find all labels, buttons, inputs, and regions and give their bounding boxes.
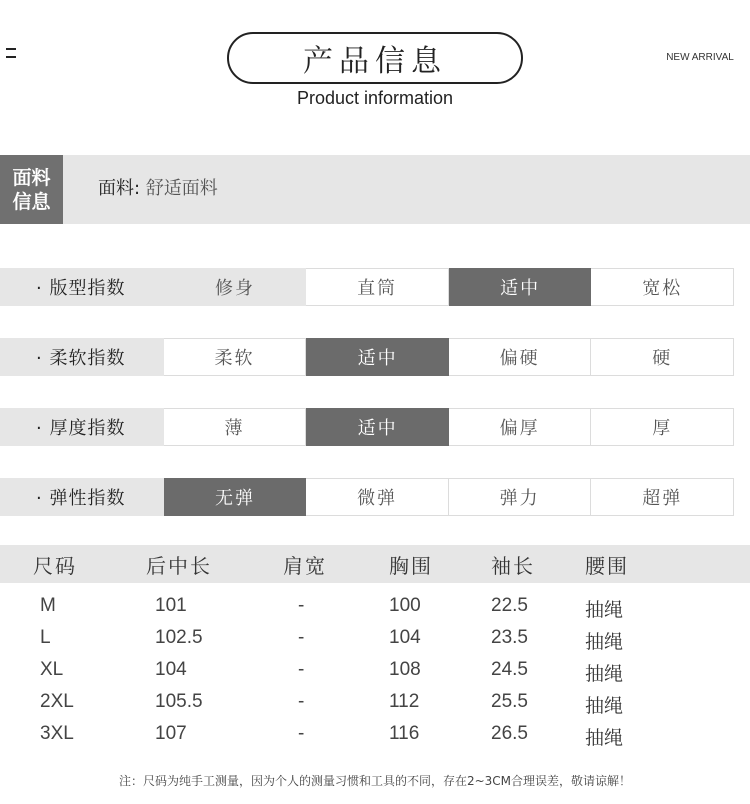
- size-table-cell: 116: [389, 723, 420, 744]
- index-option: 厚: [591, 408, 734, 446]
- index-row: [0, 478, 734, 516]
- size-table-cell: 2XL: [40, 691, 74, 712]
- size-table-cell: 112: [389, 691, 420, 712]
- index-option: 柔软: [164, 338, 307, 376]
- size-table-cell: 104: [155, 659, 187, 680]
- size-header-cell: 腰围: [585, 553, 629, 578]
- size-table-cell: 抽绳: [585, 599, 624, 621]
- size-table-cell: -: [298, 659, 305, 680]
- size-table-cell: 104: [389, 627, 421, 648]
- size-table-cell: 105.5: [155, 691, 203, 712]
- page-subtitle: Product information: [296, 88, 454, 108]
- size-table-cell: 100: [389, 595, 421, 616]
- measurement-note: 注：尺码为纯手工测量，因为个人的测量习惯和工具的不同，存在2~3CM合理误差，敬请谅解！: [118, 774, 632, 788]
- index-option: 修身: [164, 268, 307, 306]
- index-label: · 厚度指数: [0, 408, 164, 446]
- fabric-key: 面料:: [98, 178, 141, 199]
- index-option-selected: 适中: [306, 338, 449, 376]
- size-table-cell: -: [298, 691, 305, 712]
- fabric-badge-line2: 信息: [12, 190, 51, 213]
- index-option: 宽松: [591, 268, 734, 306]
- size-header-cell: 后中长: [146, 553, 212, 578]
- size-table-cell: 抽绳: [585, 727, 624, 749]
- index-option: 直筒: [306, 268, 449, 306]
- index-label: · 弹性指数: [0, 478, 164, 516]
- size-table-cell: 102.5: [155, 627, 203, 648]
- size-header-cell: 肩宽: [283, 553, 327, 578]
- size-table-cell: 抽绳: [585, 631, 624, 653]
- fabric-description: [98, 174, 218, 200]
- size-table-cell: XL: [40, 659, 64, 680]
- size-table-cell: 24.5: [491, 659, 528, 680]
- size-table-cell: 107: [155, 723, 187, 744]
- index-row: [0, 268, 734, 306]
- size-table-cell: 23.5: [491, 627, 528, 648]
- size-header-cell: 胸围: [389, 553, 433, 578]
- index-option-selected: 适中: [306, 408, 449, 446]
- corner-mark-icon: [6, 48, 16, 62]
- page-title: 产品信息: [227, 32, 523, 84]
- size-header-cell: 尺码: [33, 553, 77, 578]
- fabric-value: 舒适面料: [145, 178, 218, 199]
- size-table-cell: -: [298, 723, 305, 744]
- size-table-header: [0, 545, 750, 583]
- size-table-cell: 22.5: [491, 595, 528, 616]
- fabric-info-badge: [0, 155, 63, 224]
- index-row: [0, 338, 734, 376]
- size-table-cell: 108: [389, 659, 421, 680]
- size-table-cell: 抽绳: [585, 695, 624, 717]
- size-table-cell: M: [40, 595, 56, 616]
- index-option: 偏厚: [449, 408, 592, 446]
- size-header-cell: 袖长: [491, 553, 535, 578]
- index-option-selected: 适中: [449, 268, 592, 306]
- index-option: 超弹: [591, 478, 734, 516]
- index-row: [0, 408, 734, 446]
- index-option: 弹力: [449, 478, 592, 516]
- size-table-cell: 3XL: [40, 723, 74, 744]
- index-option: 微弹: [306, 478, 449, 516]
- index-label: · 版型指数: [0, 268, 164, 306]
- size-table-cell: 抽绳: [585, 663, 624, 685]
- index-option: 偏硬: [449, 338, 592, 376]
- fabric-badge-line1: 面料: [12, 166, 51, 189]
- new-arrival-tag: NEW ARRIVAL: [666, 52, 734, 63]
- size-table-cell: 101: [155, 595, 187, 616]
- index-option: 硬: [591, 338, 734, 376]
- size-table-cell: 25.5: [491, 691, 528, 712]
- size-table-cell: -: [298, 595, 305, 616]
- size-table-cell: L: [40, 627, 51, 648]
- size-table-cell: -: [298, 627, 305, 648]
- index-label: · 柔软指数: [0, 338, 164, 376]
- index-option: 薄: [164, 408, 307, 446]
- size-table-cell: 26.5: [491, 723, 528, 744]
- index-option-selected: 无弹: [164, 478, 307, 516]
